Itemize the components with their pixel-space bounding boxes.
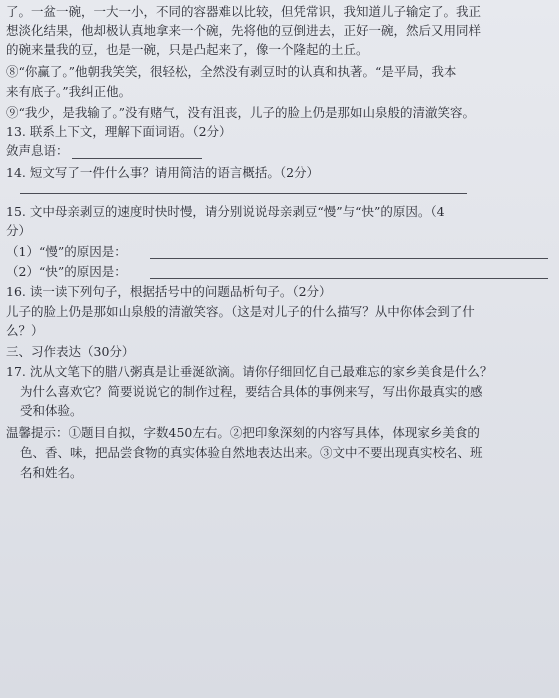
passage-line: ⑨“我少，是我输了。”没有赌气，没有沮丧，儿子的脸上仍是那如山泉般的清澈笑容。 [6, 105, 476, 120]
question-16-sentence: 么？） [6, 323, 44, 338]
writing-tips: 名和姓名。 [20, 465, 83, 480]
passage-line: 了。一盆一碗，一大一小，不同的容器难以比较，但凭常识，我知道儿子输定了。我正 [6, 4, 482, 19]
question-15: 分） [6, 223, 32, 238]
question-16-sentence: 儿子的脸上仍是那如山泉般的清澈笑容。（这是对儿子的什么描写？从中你体会到了什 [6, 304, 475, 319]
answer-line[interactable] [72, 158, 202, 159]
question-15-fast: （2）“快”的原因是： [6, 264, 127, 279]
passage-line: 的碗来量我的豆，也是一碗，只是凸起来了，像一个隆起的土丘。 [6, 42, 369, 57]
question-17: 受和体验。 [20, 403, 83, 418]
question-14: 14. 短文写了一件什么事？请用简洁的语言概括。（2分） [6, 165, 320, 180]
passage-line: 想淡化结果，他却极认真地拿来一个碗，先将他的豆倒进去，正好一碗，然后又用同样 [6, 23, 482, 38]
question-13-word: 敛声息语： [6, 143, 69, 158]
question-17: 为什么喜欢它？简要说说它的制作过程，要结合具体的事例来写，写出你最真实的感 [20, 384, 483, 399]
question-16: 16. 读一读下列句子，根据括号中的问题品析句子。（2分） [6, 284, 332, 299]
question-15-slow: （1）“慢”的原因是： [6, 244, 127, 259]
writing-tips: 色、香、味，把品尝食物的真实体验自然地表达出来。③文中不要出现真实校名、班 [20, 445, 483, 460]
section-heading: 三、习作表达（30分） [6, 344, 135, 359]
writing-tips: 温馨提示：①题目自拟，字数450左右。②把印象深刻的内容写具体，体现家乡美食的 [6, 425, 480, 440]
passage-line: 来有底子。”我纠正他。 [6, 84, 132, 99]
answer-line[interactable] [150, 258, 548, 259]
question-13: 13. 联系上下文，理解下面词语。（2分） [6, 124, 232, 139]
passage-line: ⑧“你赢了。”他朝我笑笑，很轻松，全然没有剥豆时的认真和执著。“是平局，我本 [6, 64, 457, 79]
answer-line[interactable] [150, 278, 548, 279]
question-15: 15. 文中母亲剥豆的速度时快时慢，请分别说说母亲剥豆“慢”与“快”的原因。（4 [6, 204, 445, 219]
question-17: 17. 沈从文笔下的腊八粥真是让垂涎欲滴。请你仔细回忆自己最难忘的家乡美食是什么？ [6, 364, 493, 379]
answer-line[interactable] [20, 193, 467, 194]
